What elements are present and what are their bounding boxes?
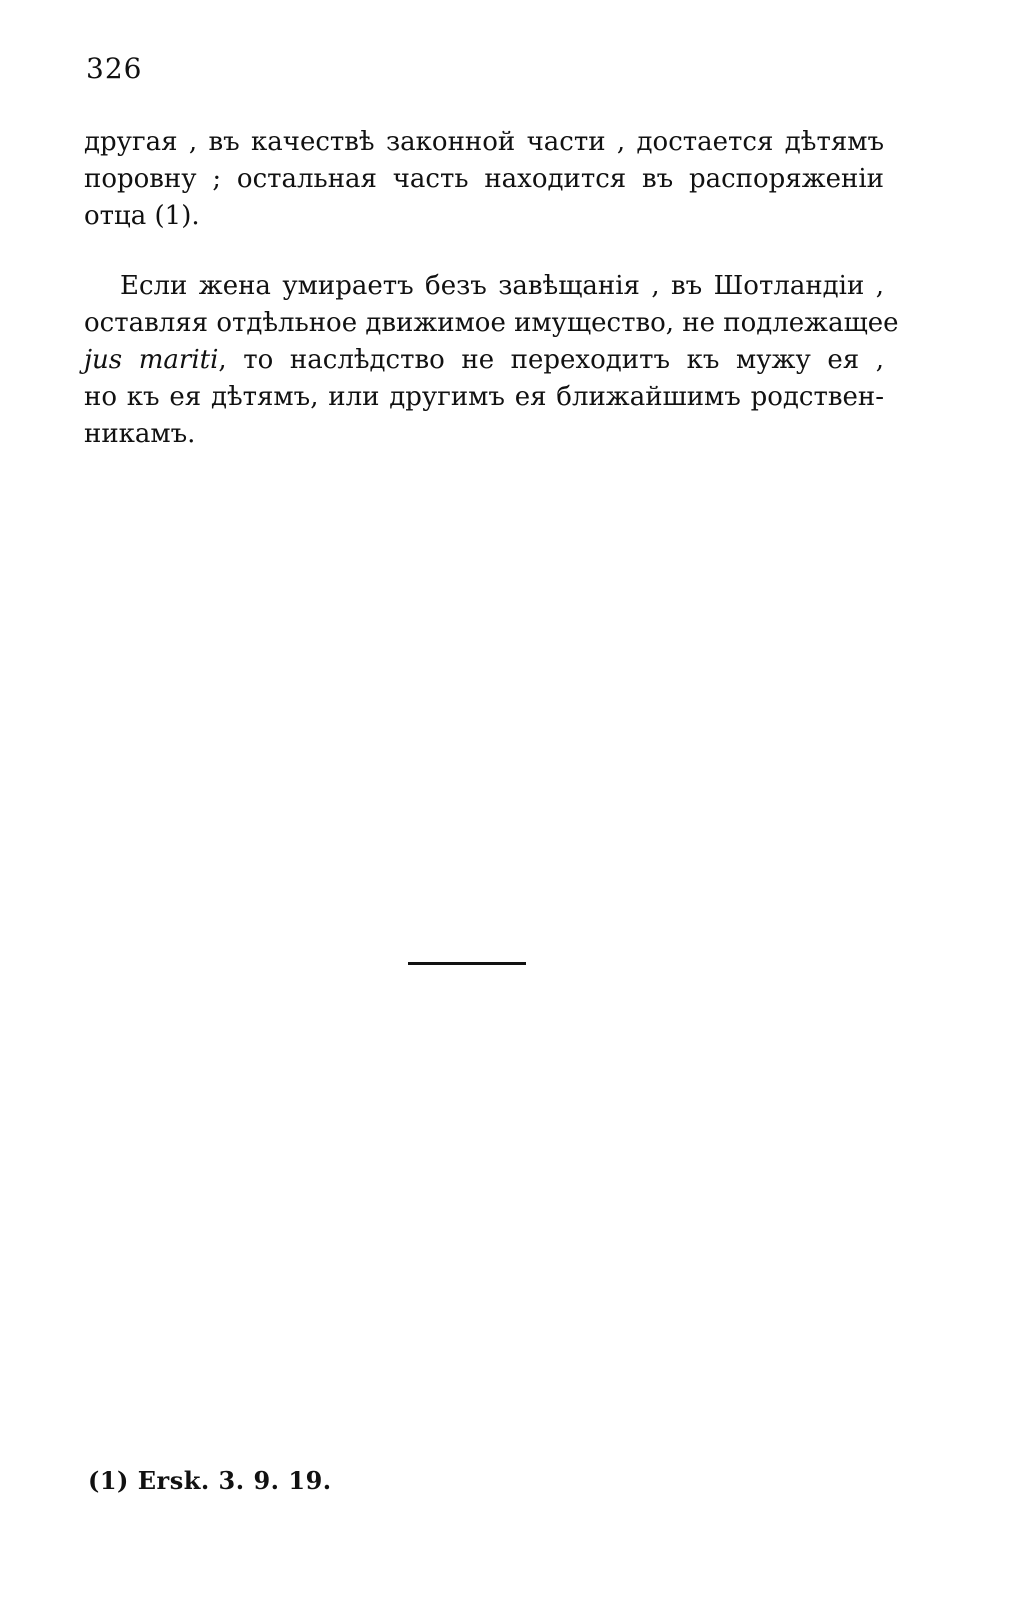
text-line-mixed <box>84 342 884 379</box>
text-fragment: , то наслѣдство не переходитъ къ мужу ея , <box>218 345 884 375</box>
section-divider <box>408 962 526 965</box>
text-line: но къ ея дѣтямъ, или другимъ ея ближайшимъ родствен- <box>84 382 884 412</box>
text-line: оставляя отдѣльное движимое имущество, не подлежащее <box>84 308 899 338</box>
text-line: другая , въ качествѣ законной части , достается дѣтямъ <box>84 127 884 157</box>
paragraph-inheritance <box>84 268 899 453</box>
footnote: (1) Ersk. 3. 9. 19. <box>88 1466 332 1495</box>
text-line: поровну ; остальная часть находится въ распоряженіи <box>84 164 884 194</box>
latin-term: jus mariti <box>84 345 219 375</box>
text-line: отца (1). <box>84 201 200 231</box>
text-line: никамъ. <box>84 419 196 449</box>
text-line: Если жена умираетъ безъ завѣщанія , въ Шотландіи , <box>120 271 884 301</box>
paragraph-continuation <box>84 124 884 235</box>
page-number: 326 <box>86 52 143 85</box>
